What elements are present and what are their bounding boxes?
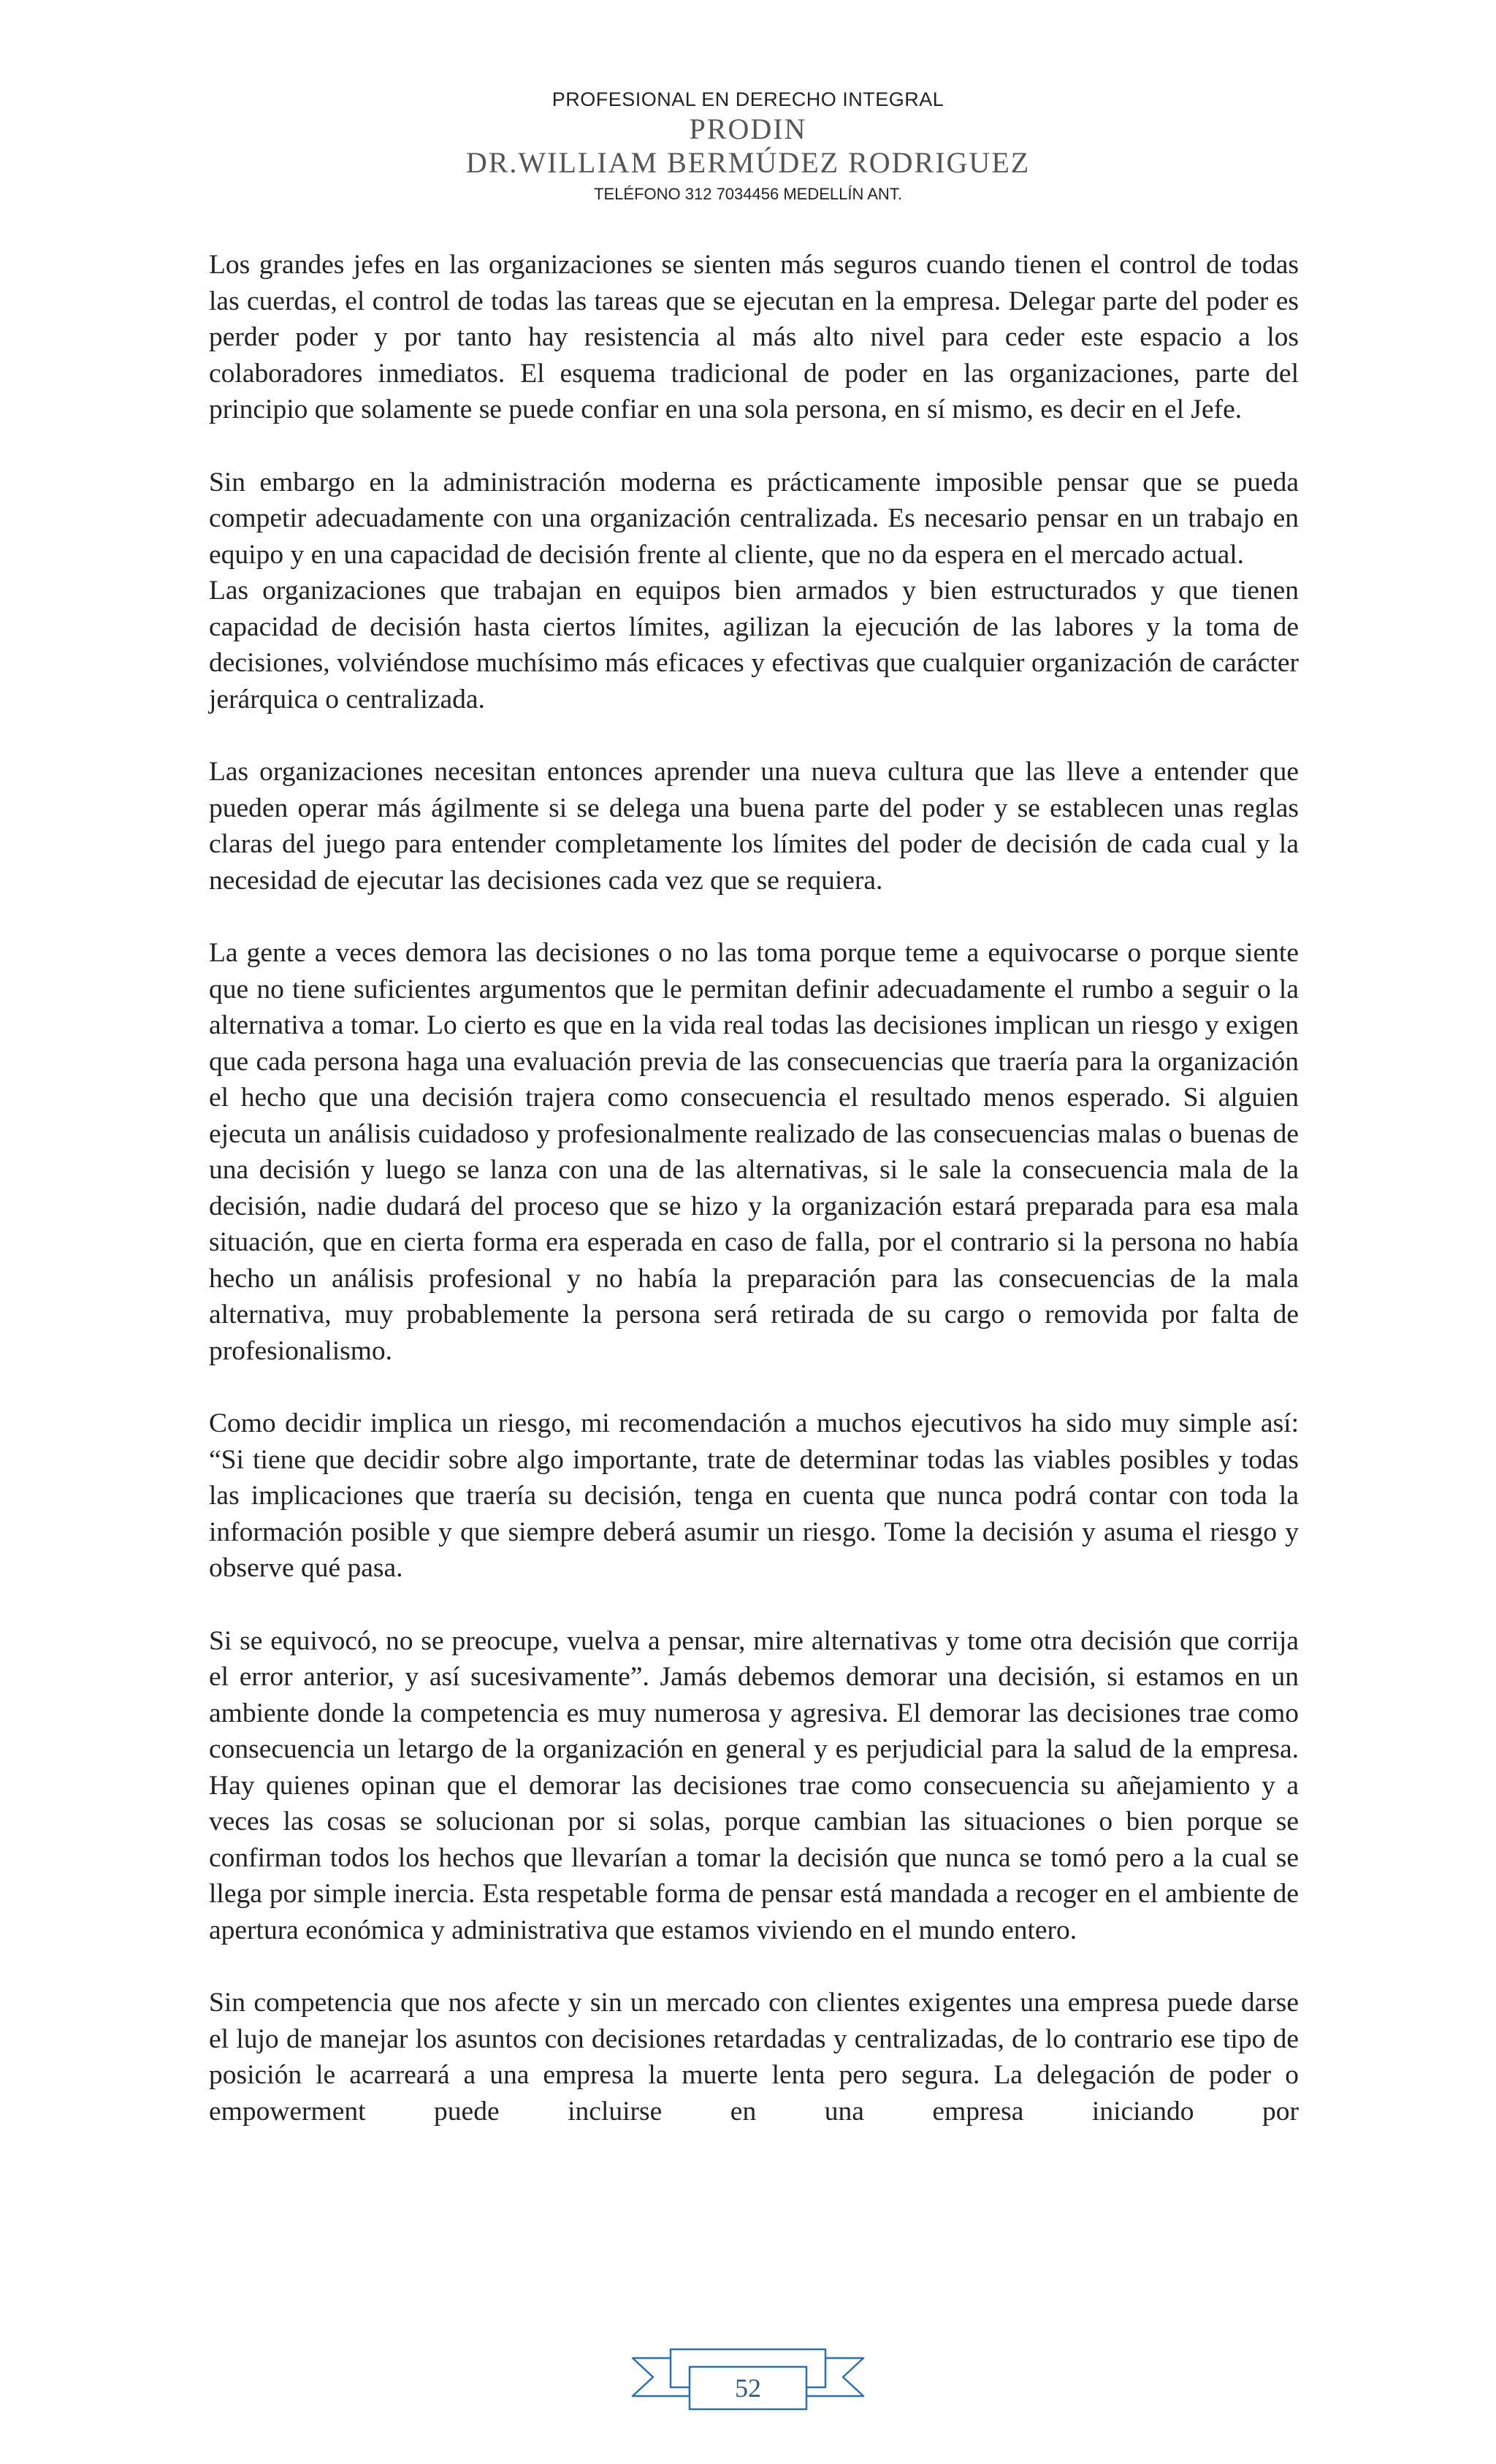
body-text	[209, 247, 1299, 2129]
page-number-ribbon	[628, 2345, 868, 2414]
header-phone: TELÉFONO 312 7034456 MEDELLÍN ANT.	[594, 185, 902, 203]
header-line-3: DR.WILLIAM BERMÚDEZ RODRIGUEZ	[465, 146, 1031, 179]
paragraph-3: Las organizaciones que trabajan en equipos bien armados y bien estructurados y que tienen capacidad de decisión hasta ciertos límites, agilizan la ejecución de las labores y la toma de decisiones, volviéndose muchísimo más eficaces y efectivas que cualquier organización de carácter jerárquica o centralizada.	[209, 576, 1299, 714]
paragraph-7: Si se equivocó, no se preocupe, vuelva a pensar, mire alternativas y tome otra decisión que corrija el error anterior, y así sucesivamente”. Jamás debemos demorar una decisión, si estamos en un ambiente donde la competencia es muy numerosa y agresiva. El demorar las decisiones trae como consecuencia un letargo de la organización en general y es perjudicial para la salud de la empresa. Hay quienes opinan que el demorar las decisiones trae como consecuencia su añejamiento y a veces las cosas se solucionan por si solas, porque cambian las situaciones o bien porque se confirman todos los hechos que llevarían a tomar la decisión que nunca se tomó pero a la cual se llega por simple inercia. Esta respetable forma de pensar está mandada a recoger en el ambiente de apertura económica y administrativa que estamos viviendo en el mundo entero.	[209, 1625, 1299, 1945]
paragraph-6: Como decidir implica un riesgo, mi recomendación a muchos ejecutivos ha sido muy simple así: “Si tiene que decidir sobre algo importante, trate de determinar todas las viables posibles y todas las implicaciones que traería su decisión, tenga en cuenta que nunca podrá contar con toda la información posible y que siempre deberá asumir un riesgo. Tome la decisión y asuma el riesgo y observe qué pasa.	[209, 1408, 1299, 1583]
page-number: 52	[735, 2373, 761, 2403]
paragraph-2: Sin embargo en la administración moderna es prácticamente imposible pensar que se pueda competir adecuadamente con una organización centralizada. Es necesario pensar en un trabajo en equipo y en una capacidad de decisión frente al cliente, que no da espera en el mercado actual.	[209, 467, 1299, 570]
paragraph-8: Sin competencia que nos afecte y sin un mercado con clientes exigentes una empresa puede darse el lujo de manejar los asuntos con decisiones retardadas y centralizadas, de lo contrario ese tipo de posición le acarreará a una empresa la muerte lenta pero segura. La delegación de poder o empowerment puede incluirse en una empresa iniciando por	[209, 1988, 1299, 2127]
header-line-2: PRODIN	[689, 112, 807, 145]
header-line-1: PROFESIONAL EN DERECHO INTEGRAL	[552, 88, 944, 110]
paragraph-5: La gente a veces demora las decisiones o no las toma porque teme a equivocarse o porque siente que no tiene suficientes argumentos que le permitan definir adecuadamente el rumbo a seguir o la alternativa a tomar. Lo cierto es que en la vida real todas las decisiones implican un riesgo y exigen que cada persona haga una evaluación previa de las consecuencias que traería para la organización el hecho que una decisión trajera como consecuencia el resultado menos esperado. Si alguien ejecuta un análisis cuidadoso y profesionalmente realizado de las consecuencias malas o buenas de una decisión y luego se lanza con una de las alternativas, si le sale la consecuencia mala de la decisión, nadie dudará del proceso que se hizo y la organización estará preparada para esa mala situación, que en cierta forma era esperada en caso de falla, por el contrario si la persona no había hecho un análisis profesional y no había la preparación para las consecuencias de la mala alternativa, muy probablemente la persona será retirada de su cargo o removida por falta de profesionalismo.	[209, 938, 1299, 1366]
paragraph-1: Los grandes jefes en las organizaciones se sienten más seguros cuando tienen el control de todas las cuerdas, el control de todas las tareas que se ejecutan en la empresa. Delegar parte del poder es perder poder y por tanto hay resistencia al más alto nivel para ceder este espacio a los colaboradores inmediatos. El esquema tradicional de poder en las organizaciones, parte del principio que solamente se puede confiar en una sola persona, en sí mismo, es decir en el Jefe.	[209, 250, 1299, 424]
page-header	[0, 86, 1496, 206]
paragraph-4: Las organizaciones necesitan entonces aprender una nueva cultura que las lleve a entender que pueden operar más ágilmente si se delega una buena parte del poder y se establecen unas reglas claras del juego para entender completamente los límites del poder de decisión de cada cual y la necesidad de ejecutar las decisiones cada vez que se requiera.	[209, 757, 1299, 896]
